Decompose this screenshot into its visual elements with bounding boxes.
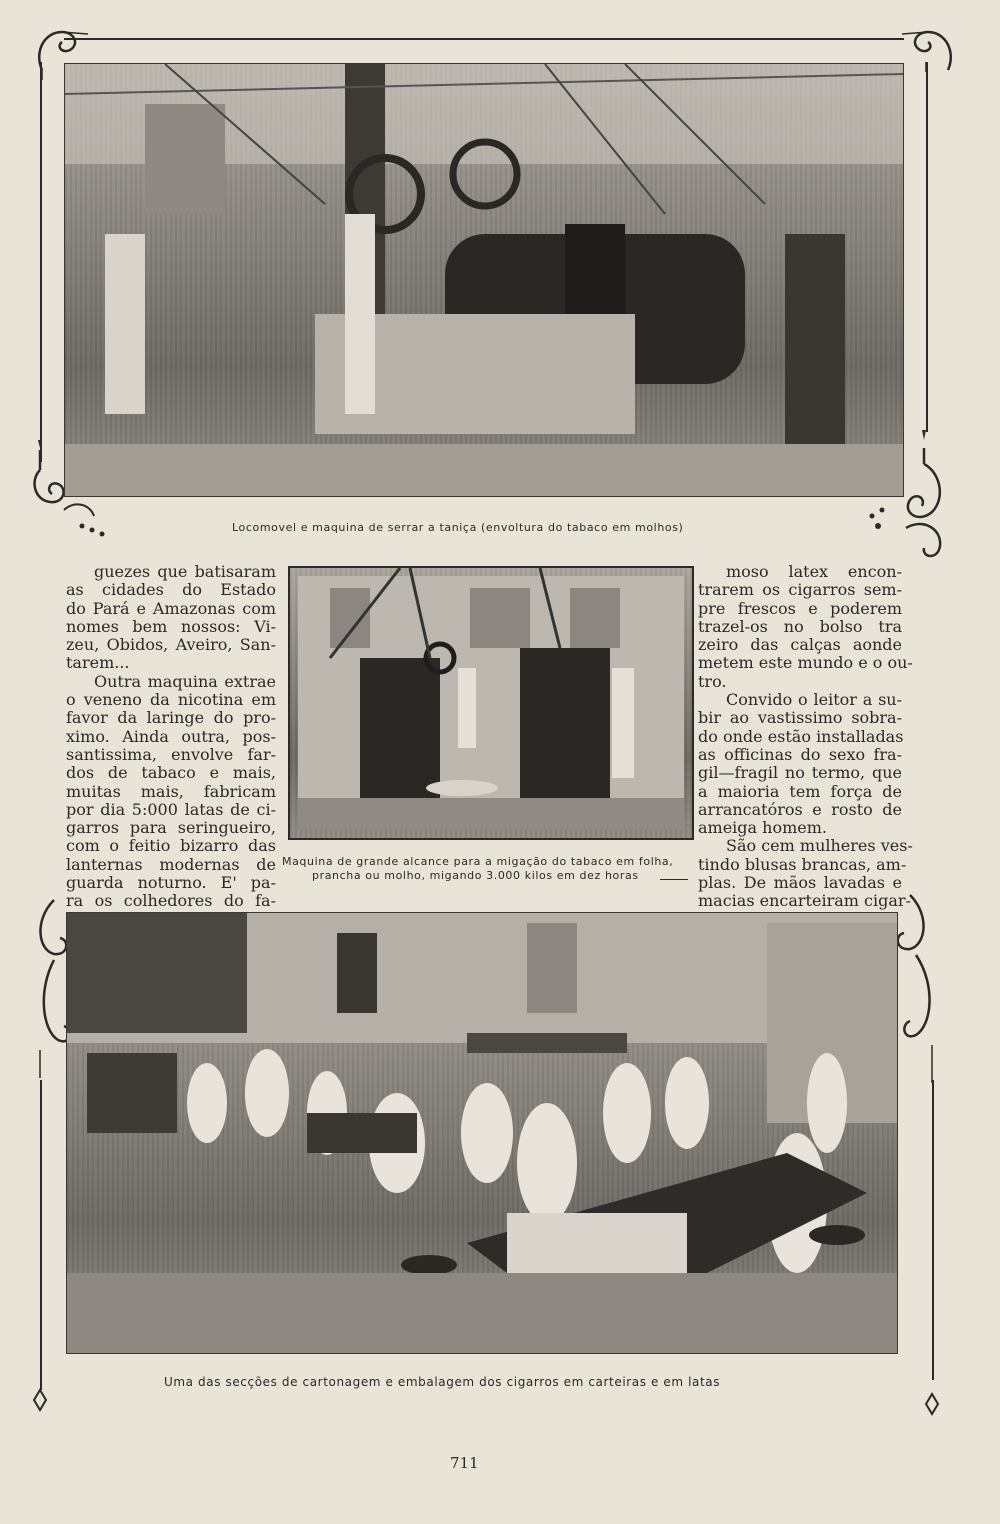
right-line-9: do onde estão installadas bbox=[698, 726, 904, 746]
top-photo-caption: Locomovel e maquina de serrar a taniça (envoltura do tabaco em molhos) bbox=[232, 521, 684, 534]
right-line-15: São cem mulheres ves- bbox=[726, 836, 913, 856]
left-line-5: tarem... bbox=[66, 653, 130, 673]
left-line-16: lanternas modernas de bbox=[66, 854, 276, 874]
left-line-17: guarda noturno. E' pa- bbox=[66, 873, 276, 893]
left-line-8: favor da laringe do pro- bbox=[66, 708, 276, 728]
right-line-12: a maioria tem força de bbox=[698, 781, 902, 801]
right-line-16: tindo blusas brancas, am- bbox=[698, 854, 907, 874]
left-line-1: as cidades do Estado bbox=[66, 580, 276, 600]
right-line-4: zeiro das calças aonde bbox=[698, 635, 902, 655]
left-line-14: garros para seringueiro, bbox=[66, 818, 276, 838]
left-line-4: zeu, Obidos, Aveiro, San- bbox=[66, 635, 276, 655]
right-line-5: metem este mundo e o ou- bbox=[698, 653, 913, 673]
caption-rule bbox=[660, 879, 688, 880]
left-line-7: o veneno da nicotina em bbox=[66, 690, 276, 710]
right-line-0: moso latex encon- bbox=[726, 562, 902, 581]
right-line-6: tro. bbox=[698, 671, 727, 691]
right-line-2: pre frescos e poderem bbox=[698, 598, 902, 618]
right-line-1: trarem os cigarros sem- bbox=[698, 580, 902, 600]
left-line-9: ximo. Ainda outra, pos- bbox=[66, 726, 276, 746]
left-line-13: por dia 5:000 latas de ci- bbox=[66, 799, 276, 819]
right-line-8: bir ao vastissimo sobra- bbox=[698, 708, 902, 728]
middle-photo-caption-1: Maquina de grande alcance para a migação do tabaco em folha, bbox=[282, 855, 674, 868]
left-text-column bbox=[66, 563, 276, 911]
right-line-17: plas. De mãos lavadas e bbox=[698, 873, 902, 893]
right-line-10: as officinas do sexo fra- bbox=[698, 744, 902, 764]
left-line-18: ra os colhedores do fa- bbox=[66, 891, 276, 911]
right-line-3: trazel-os no bolso tra bbox=[698, 616, 902, 636]
left-line-0: guezes que batisaram bbox=[94, 562, 276, 581]
left-line-12: muitas mais, fabricam bbox=[66, 781, 276, 801]
diamond-right-icon bbox=[922, 1392, 942, 1416]
left-line-10: santissima, envolve far- bbox=[66, 744, 276, 764]
right-line-18: macias encarteiram cigar- bbox=[698, 891, 911, 911]
middle-photo-caption-2: prancha ou molho, migando 3.000 kilos em dez horas bbox=[312, 869, 639, 882]
middle-photo bbox=[288, 566, 694, 840]
right-line-7: Convido o leitor a su- bbox=[726, 690, 902, 710]
left-line-15: com o feitio bizarro das bbox=[66, 836, 276, 856]
left-line-6: Outra maquina extrae bbox=[94, 671, 276, 691]
bottom-photo-caption: Uma das secções de cartonagem e embalagem dos cigarros em carteiras e em latas bbox=[164, 1375, 721, 1389]
right-line-11: gil—fragil no termo, que bbox=[698, 763, 902, 783]
page-number: 711 bbox=[450, 1454, 479, 1472]
frame-top bbox=[64, 38, 904, 40]
right-text-column bbox=[698, 562, 913, 911]
left-line-2: do Pará e Amazonas com bbox=[66, 598, 276, 618]
left-line-3: nomes bem nossos: Vi- bbox=[66, 616, 276, 636]
right-line-14: ameiga homem. bbox=[698, 818, 827, 838]
frame-left-top bbox=[40, 62, 42, 462]
right-line-13: arrancatóros e rosto de bbox=[698, 799, 902, 819]
frame-right-bottom bbox=[932, 1080, 934, 1380]
frame-right-top bbox=[926, 62, 928, 432]
top-photo bbox=[64, 63, 904, 497]
left-line-11: dos de tabaco e mais, bbox=[66, 763, 276, 783]
bottom-photo bbox=[66, 912, 898, 1354]
frame-left-bottom bbox=[40, 1080, 42, 1390]
ornament-top-right-icon bbox=[900, 22, 960, 82]
diamond-left-icon bbox=[30, 1388, 50, 1412]
